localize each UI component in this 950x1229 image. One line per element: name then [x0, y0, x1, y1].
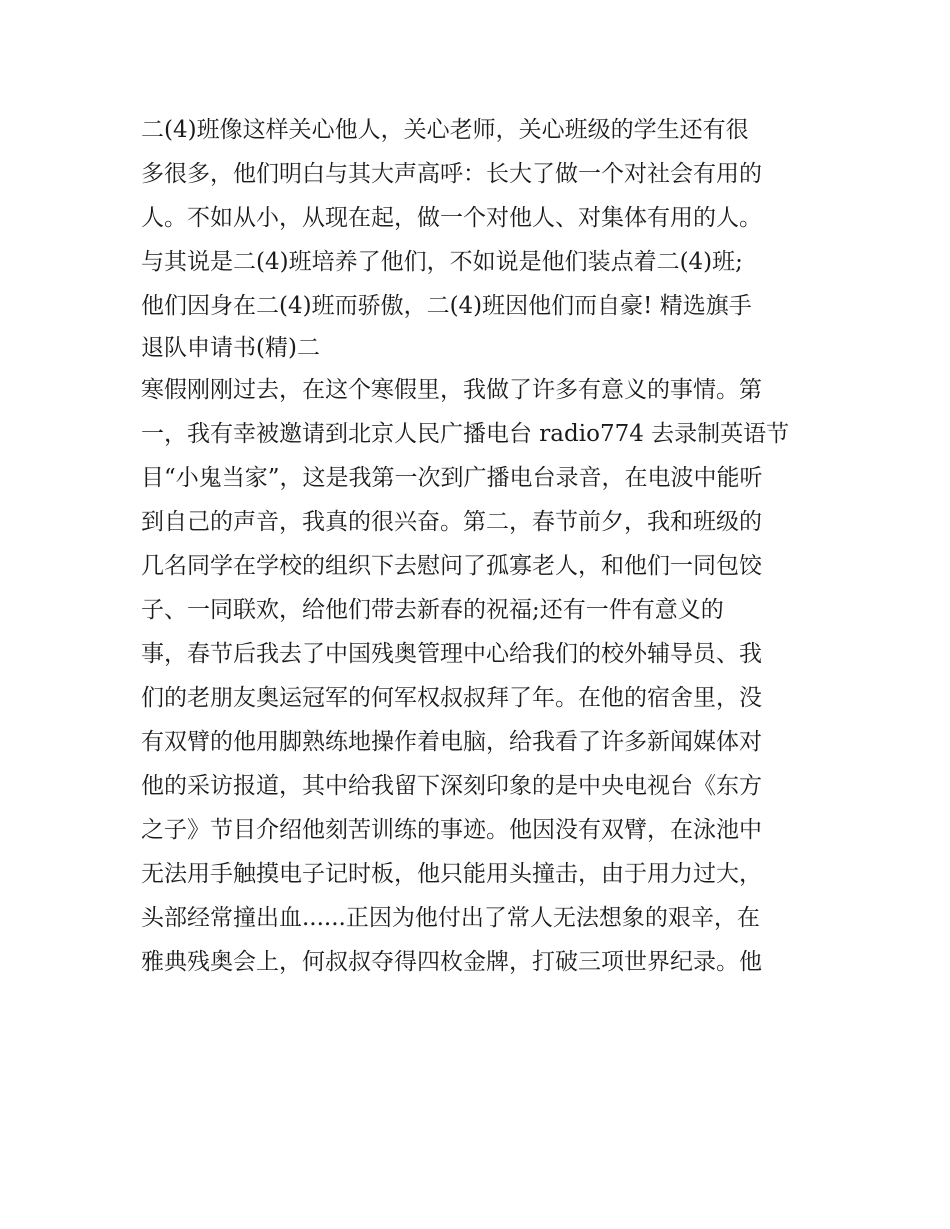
text-line: 头部经常撞出血......正因为他付出了常人无法想象的艰辛，在: [141, 905, 760, 931]
text-line: 子、一同联欢，给他们带去新春的祝福;还有一件有意义的: [141, 597, 724, 623]
text-line: 之子》节目介绍他刻苦训练的事迹。他因没有双臂，在泳池中: [141, 817, 762, 843]
text-line: 一，我有幸被邀请到北京人民广播电台 radio774 去录制英语节: [141, 421, 790, 447]
text-line: 多很多，他们明白与其大声高呼：长大了做一个对社会有用的: [141, 161, 762, 187]
text-line: 雅典残奥会上，何叔叔夺得四枚金牌，打破三项世界纪录。他: [141, 949, 762, 975]
section-heading: 退队申请书(精)二: [141, 335, 320, 361]
text-line: 有双臂的他用脚熟练地操作着电脑，给我看了许多新闻媒体对: [141, 729, 762, 755]
text-line: 无法用手触摸电子记时板，他只能用头撞击，由于用力过大，: [141, 861, 762, 887]
text-line: 他们因身在二(4)班而骄傲，二(4)班因他们而自豪! 精选旗手: [141, 293, 752, 319]
text-line: 与其说是二(4)班培养了他们，不如说是他们装点着二(4)班;: [141, 249, 743, 275]
text-line: 几名同学在学校的组织下去慰问了孤寡老人，和他们一同包饺: [141, 553, 762, 579]
text-line: 到自己的声音，我真的很兴奋。第二，春节前夕，我和班级的: [141, 509, 762, 535]
text-line: 寒假刚刚过去，在这个寒假里，我做了许多有意义的事情。第: [141, 377, 762, 403]
body-text: [141, 108, 831, 984]
text-line: 他的采访报道，其中给我留下深刻印象的是中央电视台《东方: [141, 773, 762, 799]
text-line: 事，春节后我去了中国残奥管理中心给我们的校外辅导员、我: [141, 641, 762, 667]
text-line: 目“小鬼当家”，这是我第一次到广播电台录音，在电波中能听: [141, 465, 763, 491]
text-line: 们的老朋友奥运冠军的何军权叔叔拜了年。在他的宿舍里，没: [141, 685, 762, 711]
text-line: 人。不如从小，从现在起，做一个对他人、对集体有用的人。: [141, 205, 762, 231]
text-line: 二(4)班像这样关心他人，关心老师，关心班级的学生还有很: [141, 117, 749, 143]
